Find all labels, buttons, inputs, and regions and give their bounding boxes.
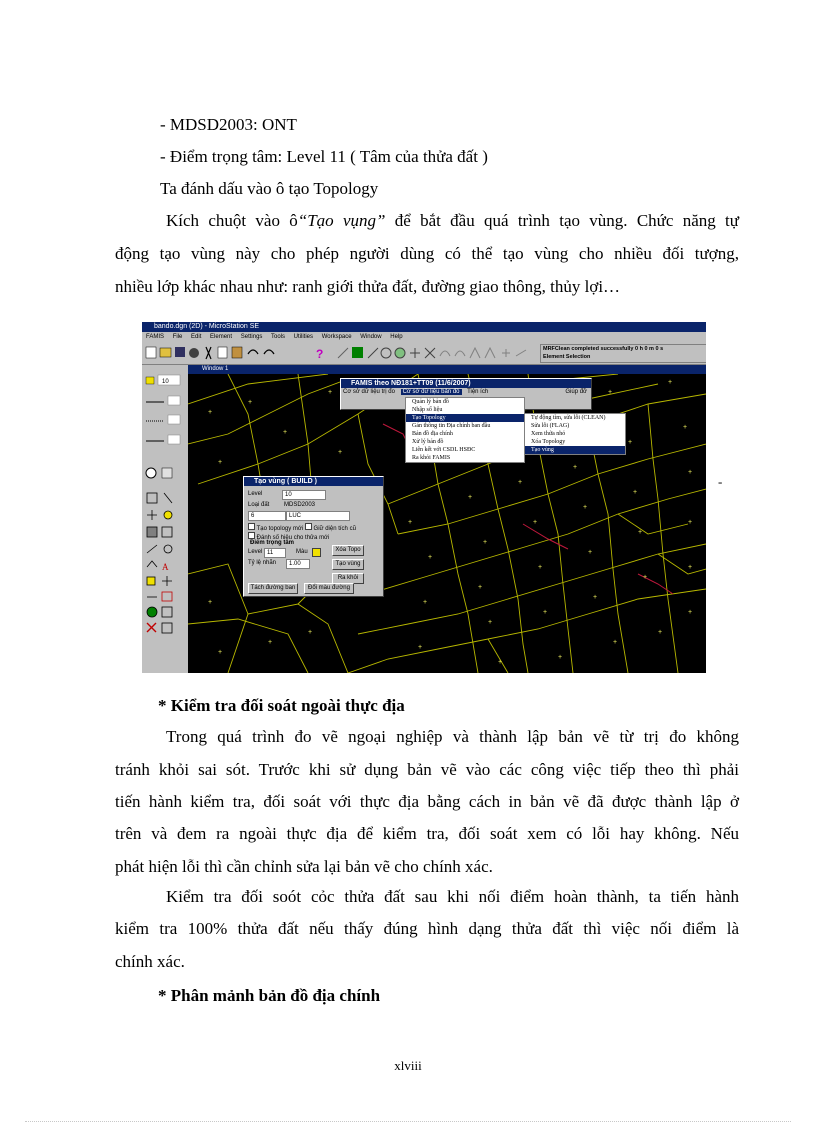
svg-text:+: +	[248, 399, 253, 406]
famis-menu-ban-do[interactable]: Cơ sở dữ liệu bản đồ	[402, 389, 460, 395]
famis-item[interactable]: Quản lý bản đồ	[412, 399, 449, 405]
trong-tam-section: Điểm trọng tâm	[250, 540, 295, 546]
svg-text:+: +	[533, 519, 538, 526]
svg-text:+: +	[408, 519, 413, 526]
famis-item[interactable]: Nhập số liệu	[412, 407, 443, 413]
svg-text:+: +	[583, 504, 588, 511]
svg-text:+: +	[688, 564, 693, 571]
svg-text:+: +	[688, 519, 693, 526]
danh-so-checkbox[interactable]	[248, 532, 255, 539]
para-kiem-tra-line5: phát hiện lỗi thì cần chỉnh sửa lại bản vẽ cho chính xác.	[115, 857, 493, 876]
svg-text:+: +	[208, 409, 213, 416]
tao-vung-button[interactable]: Tạo vùng	[332, 559, 364, 570]
famis-item[interactable]: Xử lý bản đồ	[412, 439, 444, 445]
level2-field[interactable]: 11	[264, 548, 286, 558]
para-doi-soat-line2: kiểm tra 100% thửa đất nếu thấy đúng hình dạng thửa đất thì việc nối điểm là	[115, 919, 739, 938]
margin-mark: -	[718, 474, 723, 489]
diem-trong-tam-line: - Điểm trọng tâm: Level 11 ( Tâm của thửa đất )	[160, 147, 488, 166]
svg-text:+: +	[593, 594, 598, 601]
svg-text:+: +	[328, 389, 333, 396]
famis-menu-tri-do[interactable]: Cơ sở dữ liệu trị đo	[343, 389, 395, 395]
svg-text:+: +	[628, 439, 633, 446]
para-doi-soat-line1: Kiểm tra đối soót cỏc thửa đất sau khi nối điểm hoàn thành, ta tiến hành	[166, 887, 739, 906]
menubar-item[interactable]: Edit	[191, 334, 202, 340]
status-mode: Element Selection	[543, 354, 591, 360]
ty-le-label: Tỷ lệ nhãn	[248, 560, 277, 566]
para-kiem-tra-line3: tiến hành kiểm tra, đối soát với thực địa bằng cách in bản vẽ đã được thành lập ở	[115, 792, 739, 811]
svg-text:+: +	[588, 549, 593, 556]
loai-dat-value: MDSD2003	[284, 502, 316, 508]
page-number: xlviii	[394, 1058, 422, 1073]
level-combo-value: 10	[162, 379, 169, 385]
svg-text:+: +	[518, 479, 523, 486]
svg-text:+: +	[543, 609, 548, 616]
toolbar-icons[interactable]	[142, 342, 537, 364]
famis-item[interactable]: Ra khỏi FAMIS	[412, 455, 451, 461]
luc-field[interactable]: LUC	[286, 511, 350, 521]
danh-so-label: Đánh số hiệu cho thửa mới	[256, 535, 330, 541]
menubar-item[interactable]: Settings	[240, 334, 263, 340]
main-toolbar	[142, 342, 706, 365]
ty-le-field[interactable]: 1.00	[286, 559, 310, 569]
topology-submenu	[524, 413, 626, 455]
svg-text:+: +	[483, 539, 488, 546]
famis-dropdown	[405, 397, 525, 463]
svg-text:+: +	[688, 469, 693, 476]
svg-text:+: +	[478, 584, 483, 591]
topology-checkbox[interactable]	[248, 523, 255, 530]
svg-text:+: +	[418, 644, 423, 651]
svg-text:+: +	[638, 529, 643, 536]
svg-text:+: +	[218, 649, 223, 656]
submenu-item[interactable]: Tự động tìm, sửa lỗi (CLEAN)	[531, 415, 606, 421]
svg-text:+: +	[218, 459, 223, 466]
famis-menu-tien-ich[interactable]: Tiện ích	[467, 389, 489, 395]
menubar-item[interactable]: Help	[390, 334, 403, 340]
famis-item-tao-topology[interactable]: Tạo Topology	[406, 414, 524, 422]
famis-item[interactable]: Gán thông tin Địa chính ban đầu	[412, 423, 491, 429]
svg-text:+: +	[668, 379, 673, 386]
menubar-item[interactable]: Element	[210, 334, 233, 340]
famis-menubar	[341, 388, 591, 397]
loai-dat-label: Loại đất	[248, 502, 270, 508]
heading-kiem-tra: * Kiểm tra đối soát ngoài thực địa	[158, 696, 405, 715]
mdsd-line: - MDSD2003: ONT	[160, 115, 297, 134]
submenu-item[interactable]: Xóa Topology	[531, 439, 566, 445]
menubar-item[interactable]: Window	[360, 334, 382, 340]
xoa-topo-button[interactable]: Xóa Topo	[332, 545, 364, 556]
svg-text:+: +	[643, 574, 648, 581]
ra-khoi-button[interactable]: Ra khỏi	[332, 573, 364, 584]
topology-instruction-line: Ta đánh dấu vào ô tạo Topology	[160, 179, 379, 198]
svg-text:+: +	[488, 619, 493, 626]
para-kiem-tra-line1: Trong quá trình đo vẽ ngoại nghiệp và thành lập bản vẽ từ trị đo không	[166, 727, 739, 746]
para-tao-vung-line1	[115, 210, 739, 232]
famis-item[interactable]: Bản đồ địa chính	[412, 431, 453, 437]
view-window-title[interactable]: Window 1	[188, 365, 706, 374]
famis-title: FAMIS theo NĐ181+TT09 (11/6/2007)	[341, 379, 591, 388]
svg-text:+: +	[608, 389, 613, 396]
svg-text:+: +	[658, 629, 663, 636]
svg-text:+: +	[283, 429, 288, 436]
menubar	[142, 332, 706, 342]
famis-menu-giup-do[interactable]: Giúp đỡ	[565, 389, 587, 395]
svg-text:+: +	[613, 639, 618, 646]
svg-text:+: +	[573, 464, 578, 471]
svg-text:+: +	[338, 449, 343, 456]
status-panel	[540, 344, 706, 363]
svg-text:A: A	[162, 562, 169, 572]
microstation-screenshot	[142, 322, 706, 673]
level-field[interactable]: 10	[282, 490, 326, 500]
giu-dien-tich-checkbox[interactable]	[305, 523, 312, 530]
svg-text:+: +	[688, 609, 693, 616]
tool-palette	[142, 365, 188, 673]
footer-divider	[25, 1121, 791, 1122]
svg-text:+: +	[423, 599, 428, 606]
giu-dien-tich-label: Giữ diện tích cũ	[313, 526, 356, 532]
level-label: Level	[248, 491, 263, 497]
doi-mau-button[interactable]: Đổi màu đường	[304, 583, 354, 594]
submenu-item-tao-vung[interactable]: Tạo vùng	[525, 446, 625, 454]
svg-text:+: +	[633, 489, 638, 496]
tao-vung-italic: “Tạo vụng”	[297, 211, 386, 230]
svg-text:+: +	[468, 494, 473, 501]
menubar-item[interactable]: Tools	[270, 334, 285, 340]
menubar-item[interactable]: File	[172, 334, 183, 340]
tach-duong-button[interactable]: Tách đường ban	[248, 583, 298, 594]
svg-text:+: +	[208, 599, 213, 606]
para-tao-vung-suffix: để bắt đầu quá trình tạo vùng. Chức năng tự	[385, 211, 739, 230]
para-tao-vung-line3: nhiều lớp khác nhau như: ranh giới thửa đất, đường giao thông, thủy lợi…	[115, 277, 621, 296]
famis-item[interactable]: Liên kết với CSDL HSĐC	[412, 447, 476, 453]
para-doi-soat-line3: chính xác.	[115, 952, 185, 971]
menubar-item[interactable]: FAMIS	[146, 334, 165, 340]
svg-text:+: +	[428, 554, 433, 561]
status-message: MRFClean completed successfully 0 h 0 m 0 s	[543, 346, 664, 352]
svg-text:+: +	[268, 639, 273, 646]
tool-palette-icons[interactable]	[142, 365, 188, 635]
svg-text:+: +	[558, 654, 563, 661]
menubar-item[interactable]: Workspace	[321, 334, 352, 340]
mau-label: Màu	[296, 549, 308, 555]
svg-text:?: ?	[316, 347, 324, 361]
svg-text:+: +	[498, 659, 503, 666]
svg-text:+: +	[308, 629, 313, 636]
svg-text:+: +	[683, 424, 688, 431]
small-field[interactable]: 6	[248, 511, 286, 521]
para-tao-vung-prefix: Kích chuột vào ô	[166, 211, 298, 230]
para-kiem-tra-line4: trên và đem ra ngoài thực địa để kiểm tra, đối soát xem có lỗi hay không. Nếu	[115, 824, 739, 843]
color-swatch[interactable]	[312, 548, 321, 557]
dialog-title: Tạo vùng ( BUILD )	[244, 477, 383, 486]
topology-checkbox-label: Tạo topology mới	[256, 526, 304, 532]
menubar-item[interactable]: Utilities	[293, 334, 314, 340]
heading-phan-manh: * Phân mảnh bản đồ địa chính	[158, 986, 381, 1005]
para-tao-vung-line2: động tạo vùng này cho phép người dùng có thể tạo vùng cho nhiều đối tượng,	[115, 244, 739, 263]
tao-vung-dialog	[243, 476, 384, 597]
topology-checkbox-row[interactable]	[248, 523, 356, 532]
submenu-item[interactable]: Xem thửa nhỏ	[531, 431, 566, 437]
para-kiem-tra-line2: tránh khỏi sai sót. Trước khi sử dụng bản vẽ vào các công việc tiếp theo thì phải	[115, 760, 739, 779]
app-title-bar: bando.dgn (2D) - MicroStation SE	[142, 322, 706, 332]
level2-label: Level	[248, 549, 263, 555]
svg-text:+: +	[538, 564, 543, 571]
submenu-item[interactable]: Sửa lỗi (FLAG)	[531, 423, 570, 429]
